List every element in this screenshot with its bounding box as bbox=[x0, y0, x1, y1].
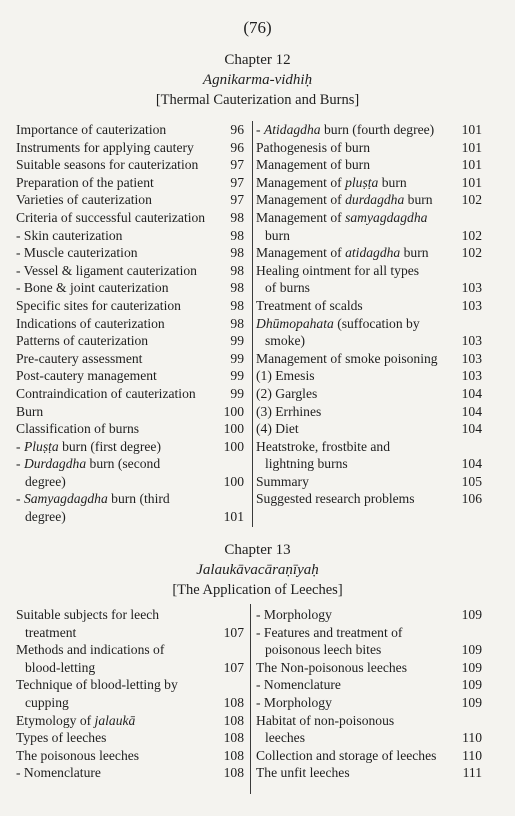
toc-entry-page: 103 bbox=[461, 368, 482, 384]
chapter-12-sanskrit-title: Agnikarma-vidhiḥ bbox=[202, 72, 313, 88]
toc-entry bbox=[16, 438, 244, 456]
toc-entry-page: 109 bbox=[461, 677, 482, 693]
toc-entry bbox=[256, 694, 482, 712]
chapter-13-english-title: [The Application of Leeches] bbox=[172, 582, 343, 598]
toc-entry-title: Suggested research problems bbox=[256, 491, 415, 507]
toc-entry-title: Preparation of the patient bbox=[16, 174, 154, 190]
chapter-12-english-title: [Thermal Cauterization and Burns] bbox=[155, 92, 360, 108]
toc-entry bbox=[16, 244, 244, 262]
column-divider bbox=[252, 121, 253, 527]
chapter-13-left-column bbox=[16, 606, 244, 782]
toc-entry-page: 104 bbox=[461, 456, 482, 472]
toc-entry bbox=[256, 420, 482, 438]
toc-entry-title: (2) Gargles bbox=[256, 385, 318, 401]
toc-entry-title: - Skin cauterization bbox=[16, 227, 123, 243]
toc-entry bbox=[16, 156, 244, 174]
toc-entry-page: 104 bbox=[461, 385, 482, 401]
toc-entry bbox=[16, 121, 244, 139]
toc-entry-page: 100 bbox=[223, 403, 244, 419]
toc-entry-title: - Muscle cauterization bbox=[16, 245, 138, 261]
toc-entry-title: - Nomenclature bbox=[16, 765, 101, 781]
toc-entry-title: - Atidagdha burn (fourth degree) bbox=[256, 122, 435, 137]
toc-entry-page: 99 bbox=[230, 368, 244, 384]
toc-entry bbox=[256, 747, 482, 765]
toc-entry-page: 98 bbox=[230, 262, 244, 278]
toc-entry-page: 106 bbox=[461, 491, 482, 507]
toc-entry-page: 107 bbox=[223, 659, 244, 675]
toc-entry-page: 100 bbox=[223, 421, 244, 437]
toc-entry bbox=[256, 490, 482, 508]
toc-entry-page: 98 bbox=[230, 245, 244, 261]
toc-entry-title: Habitat of non-poisonous leeches bbox=[256, 712, 395, 746]
toc-entry-title: Specific sites for cauterization bbox=[16, 297, 181, 313]
toc-entry bbox=[16, 712, 244, 730]
toc-entry-page: 97 bbox=[230, 174, 244, 190]
toc-entry-title: Suitable seasons for cauterization bbox=[16, 157, 199, 173]
toc-entry-page: 98 bbox=[230, 280, 244, 296]
toc-entry-page: 109 bbox=[461, 642, 482, 658]
toc-entry-title: Management of pluṣṭa burn bbox=[256, 174, 407, 190]
toc-entry-page: 108 bbox=[223, 730, 244, 746]
toc-entry-page: 105 bbox=[461, 473, 482, 489]
toc-entry-page: 110 bbox=[462, 730, 482, 746]
toc-entry bbox=[256, 438, 482, 473]
toc-entry bbox=[256, 209, 482, 244]
toc-entry bbox=[256, 350, 482, 368]
toc-entry-page: 97 bbox=[230, 192, 244, 208]
chapter-12-right-column bbox=[256, 121, 482, 508]
toc-entry-page: 109 bbox=[461, 694, 482, 710]
toc-entry-page: 108 bbox=[223, 765, 244, 781]
toc-entry-page: 99 bbox=[230, 385, 244, 401]
toc-entry-page: 101 bbox=[461, 139, 482, 155]
toc-entry-page: 101 bbox=[461, 157, 482, 173]
toc-entry bbox=[256, 156, 482, 174]
toc-entry-page: 97 bbox=[230, 157, 244, 173]
toc-entry-page: 102 bbox=[461, 192, 482, 208]
toc-entry bbox=[16, 676, 244, 711]
toc-entry-page: 102 bbox=[461, 245, 482, 261]
toc-entry-title: Technique of blood-letting by cupping bbox=[16, 677, 178, 710]
chapter-12-heading: Chapter 12 bbox=[224, 52, 291, 68]
toc-entry-page: 102 bbox=[461, 227, 482, 243]
toc-entry-title: - Bone & joint cauterization bbox=[16, 280, 169, 296]
toc-entry bbox=[256, 139, 482, 157]
toc-entry-title: Healing ointment for all types of burns bbox=[256, 262, 420, 296]
toc-entry-page: 101 bbox=[461, 174, 482, 190]
toc-entry-title: Post-cautery management bbox=[16, 368, 157, 384]
toc-entry-title: Varieties of cauterization bbox=[16, 192, 152, 208]
toc-entry-title: Etymology of jalaukā bbox=[16, 712, 136, 728]
toc-entry bbox=[256, 385, 482, 403]
toc-entry-title: Management of smoke poisoning bbox=[256, 350, 438, 366]
toc-entry bbox=[256, 174, 482, 192]
toc-entry bbox=[16, 420, 244, 438]
toc-entry bbox=[16, 350, 244, 368]
toc-entry-title: The unfit leeches bbox=[256, 765, 350, 781]
toc-entry-title: The poisonous leeches bbox=[16, 747, 140, 763]
toc-entry bbox=[16, 403, 244, 421]
toc-entry bbox=[16, 315, 244, 333]
toc-entry bbox=[256, 403, 482, 421]
toc-entry-title: - Pluṣṭa burn (first degree) bbox=[16, 438, 161, 454]
toc-entry bbox=[16, 191, 244, 209]
toc-entry-page: 104 bbox=[461, 421, 482, 437]
toc-entry-title: - Samyagdagdha burn (third degree) bbox=[16, 491, 170, 525]
toc-entry bbox=[256, 712, 482, 747]
toc-entry-page: 108 bbox=[223, 694, 244, 710]
toc-entry-page: 99 bbox=[230, 333, 244, 349]
toc-entry-title: Management of samyagdagdha burn bbox=[256, 209, 428, 243]
chapter-12-left-column bbox=[16, 121, 244, 526]
chapter-13-right-column bbox=[256, 606, 482, 782]
toc-entry-title: Treatment of scalds bbox=[256, 297, 363, 313]
toc-entry-page: 104 bbox=[461, 403, 482, 419]
toc-entry-title: Types of leeches bbox=[16, 730, 107, 746]
toc-entry bbox=[16, 297, 244, 315]
toc-entry bbox=[256, 121, 482, 139]
toc-entry-title: Indications of cauterization bbox=[16, 315, 165, 331]
toc-entry-page: 98 bbox=[230, 227, 244, 243]
toc-entry-page: 98 bbox=[230, 297, 244, 313]
toc-entry-title: Summary bbox=[256, 473, 309, 489]
toc-entry bbox=[256, 624, 482, 659]
toc-entry-title: Criteria of successful cauterization bbox=[16, 209, 206, 225]
toc-entry-page: 103 bbox=[461, 280, 482, 296]
toc-entry-page: 108 bbox=[223, 747, 244, 763]
toc-entry bbox=[16, 279, 244, 297]
toc-entry-title: Pre-cautery assessment bbox=[16, 350, 143, 366]
toc-entry-title: - Durdagdha burn (second degree) bbox=[16, 456, 161, 489]
toc-entry-title: - Features and treatment of poisonous leech bites bbox=[256, 624, 403, 658]
toc-entry bbox=[16, 490, 244, 525]
toc-entry bbox=[256, 764, 482, 782]
toc-entry-title: Heatstroke, frostbite and lightning burns bbox=[256, 438, 391, 472]
toc-entry-title: (4) Diet bbox=[256, 421, 299, 437]
toc-entry-title: - Morphology bbox=[256, 607, 332, 622]
toc-entry-page: 110 bbox=[462, 747, 482, 763]
toc-entry-page: 103 bbox=[461, 333, 482, 349]
toc-entry bbox=[256, 191, 482, 209]
toc-entry-page: 98 bbox=[230, 315, 244, 331]
toc-entry bbox=[16, 332, 244, 350]
toc-entry-title: (1) Emesis bbox=[256, 368, 315, 384]
toc-entry bbox=[256, 262, 482, 297]
toc-entry-title: - Morphology bbox=[256, 694, 332, 710]
toc-entry bbox=[256, 676, 482, 694]
toc-entry-page: 111 bbox=[462, 765, 482, 781]
toc-entry bbox=[256, 473, 482, 491]
toc-entry-title: Importance of cauterization bbox=[16, 122, 167, 137]
toc-entry-title: Collection and storage of leeches bbox=[256, 747, 437, 763]
toc-entry-page: 101 bbox=[461, 122, 482, 137]
toc-entry bbox=[256, 315, 482, 350]
toc-entry-title: Dhūmopahata (suffocation by smoke) bbox=[256, 315, 420, 349]
page-number: (76) bbox=[243, 18, 272, 37]
toc-entry bbox=[16, 139, 244, 157]
chapter-13-sanskrit-title: Jalaukāvacāraṇīyaḥ bbox=[196, 562, 319, 578]
column-divider bbox=[250, 604, 251, 794]
toc-entry-title: Pathogenesis of burn bbox=[256, 139, 371, 155]
toc-entry bbox=[256, 244, 482, 262]
toc-entry-title: Suitable subjects for leech treatment bbox=[16, 607, 160, 640]
toc-entry-title: Burn bbox=[16, 403, 44, 419]
chapter-13-heading: Chapter 13 bbox=[224, 542, 291, 558]
toc-entry-title: (3) Errhines bbox=[256, 403, 322, 419]
toc-entry-page: 96 bbox=[230, 122, 244, 137]
toc-entry bbox=[16, 367, 244, 385]
toc-entry bbox=[256, 659, 482, 677]
toc-entry-page: 101 bbox=[223, 509, 244, 525]
toc-entry-page: 107 bbox=[223, 624, 244, 640]
toc-entry bbox=[16, 747, 244, 765]
toc-entry-title: - Nomenclature bbox=[256, 677, 341, 693]
toc-entry-title: Classification of burns bbox=[16, 421, 140, 437]
toc-entry-title: Management of durdagdha burn bbox=[256, 192, 433, 208]
toc-entry bbox=[16, 385, 244, 403]
toc-entry bbox=[16, 729, 244, 747]
toc-entry-title: Management of atidagdha burn bbox=[256, 245, 429, 261]
toc-entry bbox=[16, 606, 244, 641]
toc-entry-page: 109 bbox=[461, 659, 482, 675]
toc-entry-page: 103 bbox=[461, 350, 482, 366]
toc-entry-title: Contraindication of cauterization bbox=[16, 385, 196, 401]
toc-entry-title: - Vessel & ligament cauterization bbox=[16, 262, 197, 278]
toc-entry-page: 100 bbox=[223, 438, 244, 454]
toc-entry bbox=[256, 297, 482, 315]
toc-entry bbox=[16, 764, 244, 782]
toc-entry-page: 96 bbox=[230, 139, 244, 155]
toc-entry bbox=[16, 209, 244, 227]
toc-entry-page: 99 bbox=[230, 350, 244, 366]
toc-entry bbox=[16, 455, 244, 490]
toc-entry bbox=[16, 641, 244, 676]
toc-entry-title: Patterns of cauterization bbox=[16, 333, 149, 349]
toc-entry bbox=[16, 227, 244, 245]
toc-entry-title: Management of burn bbox=[256, 157, 371, 173]
toc-entry-title: Instruments for applying cautery bbox=[16, 139, 194, 155]
toc-entry-page: 98 bbox=[230, 209, 244, 225]
toc-entry-page: 108 bbox=[223, 712, 244, 728]
toc-entry-page: 100 bbox=[223, 473, 244, 489]
toc-entry bbox=[16, 262, 244, 280]
toc-entry-page: 103 bbox=[461, 297, 482, 313]
toc-entry bbox=[16, 174, 244, 192]
toc-entry bbox=[256, 367, 482, 385]
toc-entry-title: Methods and indications of blood-letting bbox=[16, 642, 165, 675]
toc-entry bbox=[256, 606, 482, 624]
toc-entry-title: The Non-poisonous leeches bbox=[256, 659, 408, 675]
toc-entry-page: 109 bbox=[461, 607, 482, 622]
